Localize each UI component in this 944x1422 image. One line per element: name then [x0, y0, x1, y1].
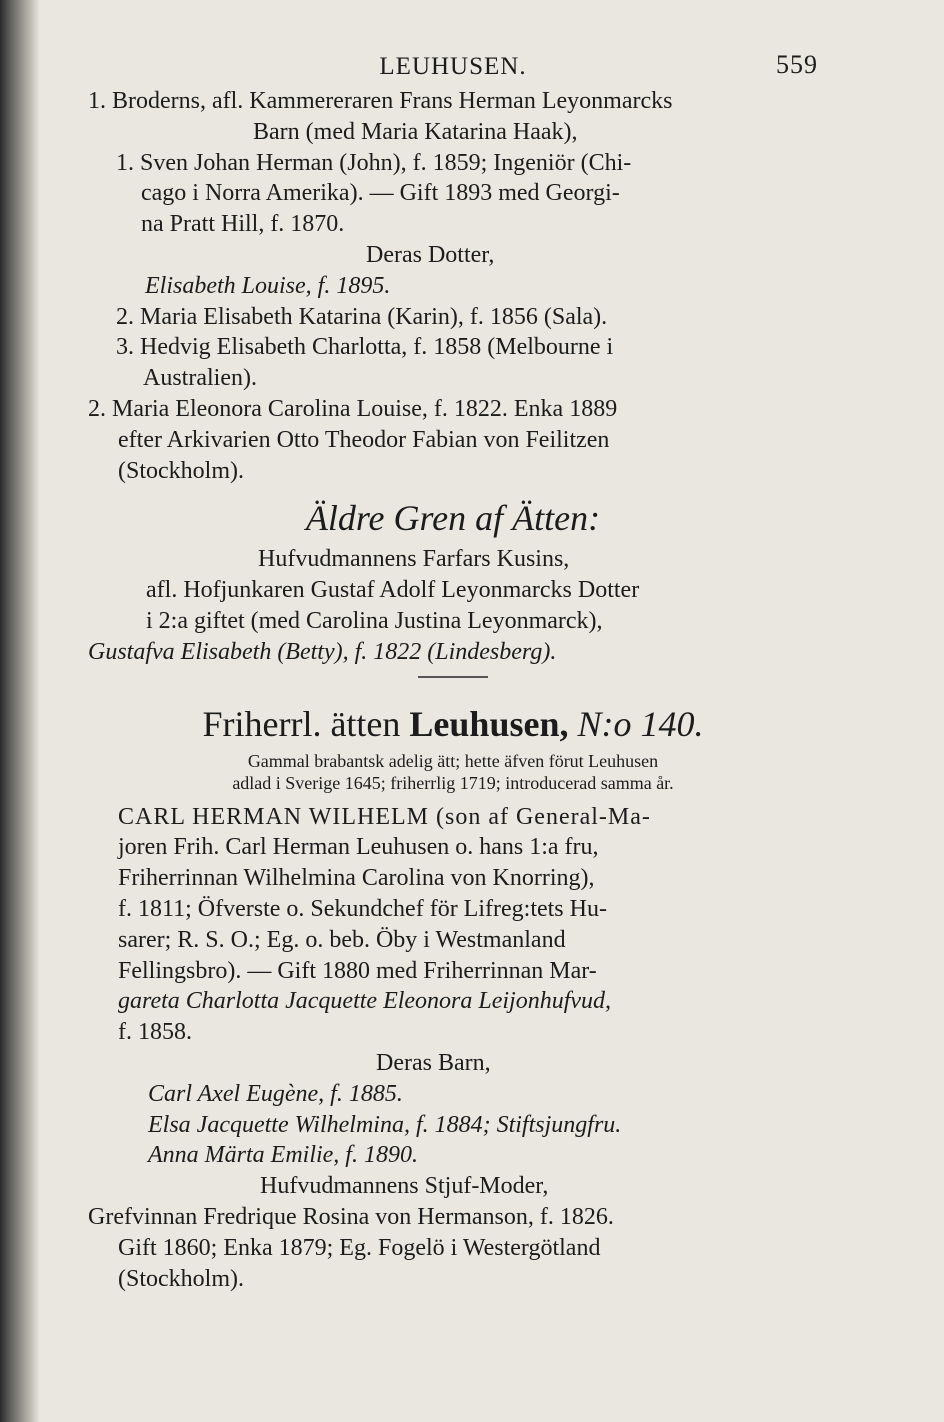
family-title-name: Leuhusen, [409, 703, 569, 744]
text-line: Anna Märta Emilie, f. 1890. [148, 1142, 418, 1169]
text-line: Friherrinnan Wilhelmina Carolina von Knorring), [118, 865, 595, 892]
page-number: 559 [776, 50, 818, 79]
text-line: Hufvudmannens Stjuf-Moder, [260, 1173, 549, 1200]
text-line: Carl Axel Eugène, f. 1885. [148, 1080, 403, 1107]
family-title-prefix: Friherrl. ätten [202, 703, 401, 744]
divider-rule [418, 676, 488, 678]
text-line: 2. Maria Eleonora Carolina Louise, f. 1822. Enka 1889 [88, 395, 618, 422]
text-line: (Stockholm). [118, 457, 244, 484]
text-line: Gustafva Elisabeth (Betty), f. 1822 (Lindesberg). [88, 638, 557, 665]
text-line: 2. Maria Elisabeth Katarina (Karin), f. 1856 (Sala). [116, 303, 608, 330]
text-line: cago i Norra Amerika). — Gift 1893 med Georgi- [141, 180, 620, 207]
text-line: Gift 1860; Enka 1879; Eg. Fogelö i Westergötland [118, 1234, 601, 1261]
text-line: Hufvudmannens Farfars Kusins, [258, 546, 570, 573]
family-title-number: N:o 140. [577, 703, 704, 744]
text-line: Deras Dotter, [366, 241, 495, 268]
text-line: Australien). [143, 365, 257, 392]
text-line: (Stockholm). [118, 1265, 244, 1292]
section-leuhusen [88, 802, 818, 1295]
text-line: 1. Sven Johan Herman (John), f. 1859; Ingeniör (Chi- [116, 149, 632, 176]
text-line: f. 1858. [118, 1019, 192, 1046]
family-summary [88, 750, 818, 794]
book-spine [0, 0, 40, 1422]
text-line: Deras Barn, [376, 1049, 491, 1076]
text-line: CARL HERMAN WILHELM (son af General-Ma- [118, 803, 651, 830]
page-header [88, 44, 818, 86]
running-title: LEUHUSEN. [379, 53, 527, 80]
text-line: gareta Charlotta Jacquette Eleonora Leijonhufvud, [118, 988, 612, 1015]
text-line: f. 1811; Öfverste o. Sekundchef för Lifreg:tets Hu- [118, 895, 607, 922]
text-line: 1. Broderns, afl. Kammereraren Frans Herman Leyonmarcks [88, 88, 673, 114]
book-page [88, 44, 818, 1294]
text-line: joren Frih. Carl Herman Leuhusen o. hans 1:a fru, [118, 834, 599, 861]
summary-line: adlad i Sverige 1645; friherrlig 1719; introducerad samma år. [232, 772, 674, 793]
section-heading: Äldre Gren af Ätten: [305, 498, 601, 539]
text-line: 3. Hedvig Elisabeth Charlotta, f. 1858 (Melbourne i [116, 334, 614, 361]
section-aldre-gren [88, 544, 818, 667]
text-line: Elsa Jacquette Wilhelmina, f. 1884; Stiftsjungfru. [148, 1111, 622, 1138]
summary-line: Gammal brabantsk adelig ätt; hette äfven förut Leuhusen [247, 750, 659, 771]
text-line: Barn (med Maria Katarina Haak), [253, 118, 578, 145]
text-line: afl. Hofjunkaren Gustaf Adolf Leyonmarcks Dotter [146, 577, 640, 604]
text-line: na Pratt Hill, f. 1870. [141, 211, 345, 238]
section-leyonmarck [88, 86, 818, 486]
text-line: sarer; R. S. O.; Eg. o. beb. Öby i Westmanland [118, 926, 566, 953]
text-line: Elisabeth Louise, f. 1895. [145, 272, 391, 299]
text-line: Grefvinnan Fredrique Rosina von Hermanson, f. 1826. [88, 1203, 614, 1230]
family-title [88, 704, 818, 744]
text-line: i 2:a giftet (med Carolina Justina Leyonmarck), [146, 607, 603, 634]
text-line: Fellingsbro). — Gift 1880 med Friherrinnan Mar- [118, 957, 597, 984]
text-line: efter Arkivarien Otto Theodor Fabian von Feilitzen [118, 426, 610, 453]
